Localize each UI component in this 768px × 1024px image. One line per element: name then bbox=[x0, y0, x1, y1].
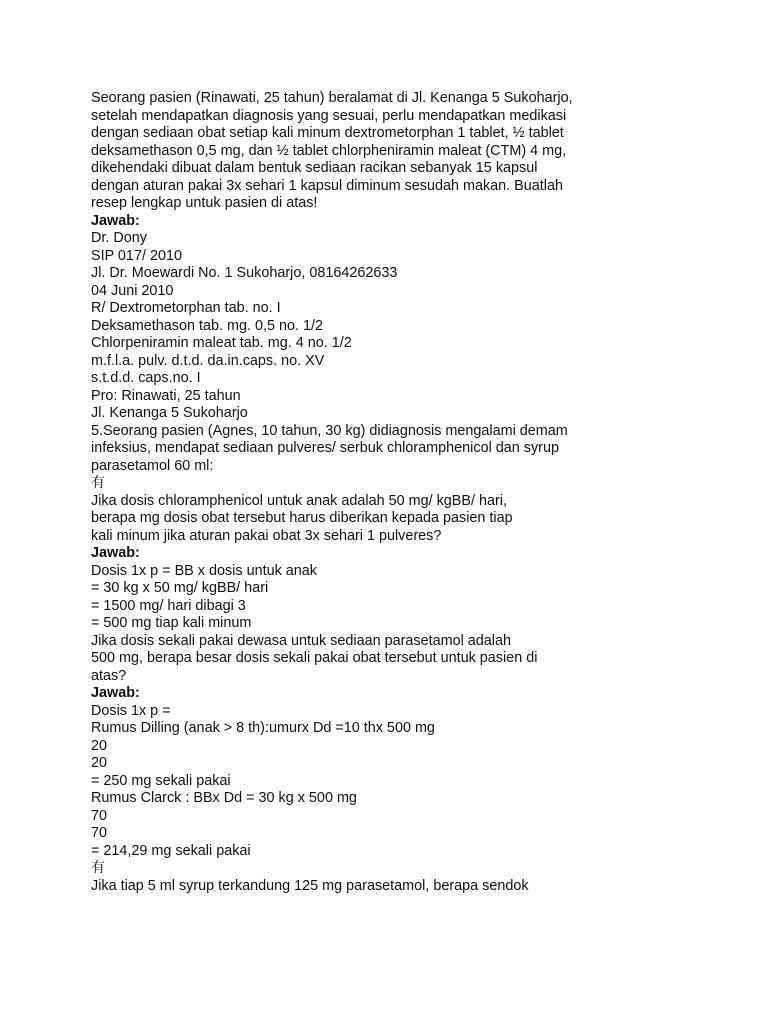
text-line: R/ Dextrometorphan tab. no. I bbox=[91, 300, 281, 316]
text-line: Deksamethason tab. mg. 0,5 no. 1/2 bbox=[91, 317, 323, 334]
text-line: Jika tiap 5 ml syrup terkandung 125 mg parasetamol, berapa sendok bbox=[91, 877, 529, 894]
bullet-glyph: 有 bbox=[91, 860, 105, 876]
text-line: = 250 mg sekali pakai bbox=[91, 772, 231, 789]
text-line: = 214,29 mg sekali pakai bbox=[91, 842, 251, 859]
answer-heading: Jawab: bbox=[91, 212, 140, 229]
text-line: 20 bbox=[91, 737, 108, 754]
text-line: 04 Juni 2010 bbox=[91, 282, 174, 299]
text-line: Chlorpeniramin maleat tab. mg. 4 no. 1/2 bbox=[91, 335, 352, 351]
text-line: kali minum jika aturan pakai obat 3x sehari 1 pulveres? bbox=[91, 527, 442, 544]
text-line: Dosis 1x p = bbox=[91, 702, 171, 719]
text-line: m.f.l.a. pulv. d.t.d. da.in.caps. no. XV bbox=[91, 352, 325, 369]
text-line: Rumus Dilling (anak > 8 th):umurx Dd =10 thx 500 mg bbox=[91, 720, 435, 736]
text-line: s.t.d.d. caps.no. I bbox=[91, 370, 201, 386]
text-line: berapa mg dosis obat tersebut harus diberikan kepada pasien tiap bbox=[91, 510, 513, 526]
document-page bbox=[91, 90, 731, 895]
text-line: Rumus Clarck : BBx Dd = 30 kg x 500 mg bbox=[91, 790, 357, 806]
text-line: setelah mendapatkan diagnosis yang sesuai, perlu mendapatkan medikasi bbox=[91, 107, 567, 124]
text-line: 5.Seorang pasien (Agnes, 10 tahun, 30 kg) didiagnosis mengalami demam bbox=[91, 422, 568, 439]
answer-heading: Jawab: bbox=[91, 685, 140, 701]
text-line: = 500 mg tiap kali minum bbox=[91, 615, 252, 631]
text-line: 70 bbox=[91, 825, 108, 841]
answer-heading: Jawab: bbox=[91, 545, 140, 561]
text-line: Jika dosis chloramphenicol untuk anak adalah 50 mg/ kgBB/ hari, bbox=[91, 492, 507, 509]
text-line: Pro: Rinawati, 25 tahun bbox=[91, 387, 241, 404]
text-line: infeksius, mendapat sediaan pulveres/ serbuk chloramphenicol dan syrup bbox=[91, 440, 559, 456]
text-line: dikehendaki dibuat dalam bentuk sediaan racikan sebanyak 15 kapsul bbox=[91, 160, 538, 176]
text-line: 500 mg, berapa besar dosis sekali pakai obat tersebut untuk pasien di bbox=[91, 650, 538, 666]
text-line: 70 bbox=[91, 807, 108, 824]
bullet-glyph: 有 bbox=[91, 475, 105, 491]
text-line: parasetamol 60 ml: bbox=[91, 457, 214, 474]
text-line: deksamethason 0,5 mg, dan ½ tablet chlorpheniramin maleat (CTM) 4 mg, bbox=[91, 142, 567, 159]
text-line: = 30 kg x 50 mg/ kgBB/ hari bbox=[91, 580, 269, 596]
text-line: dengan aturan pakai 3x sehari 1 kapsul diminum sesudah makan. Buatlah bbox=[91, 177, 563, 194]
text-line: Jl. Dr. Moewardi No. 1 Sukoharjo, 08164262633 bbox=[91, 265, 398, 281]
text-line: Jika dosis sekali pakai dewasa untuk sediaan parasetamol adalah bbox=[91, 632, 511, 649]
text-line: Jl. Kenanga 5 Sukoharjo bbox=[91, 405, 248, 421]
text-line: 20 bbox=[91, 755, 108, 771]
text-line: Dosis 1x p = BB x dosis untuk anak bbox=[91, 562, 317, 579]
text-line: Seorang pasien (Rinawati, 25 tahun) beralamat di Jl. Kenanga 5 Sukoharjo, bbox=[91, 90, 573, 106]
text-line: resep lengkap untuk pasien di atas! bbox=[91, 195, 318, 211]
text-line: SIP 017/ 2010 bbox=[91, 247, 182, 264]
text-line: atas? bbox=[91, 667, 127, 684]
text-line: = 1500 mg/ hari dibagi 3 bbox=[91, 597, 246, 614]
text-line: Dr. Dony bbox=[91, 230, 147, 246]
text-line: dengan sediaan obat setiap kali minum dextrometorphan 1 tablet, ½ tablet bbox=[91, 125, 564, 141]
